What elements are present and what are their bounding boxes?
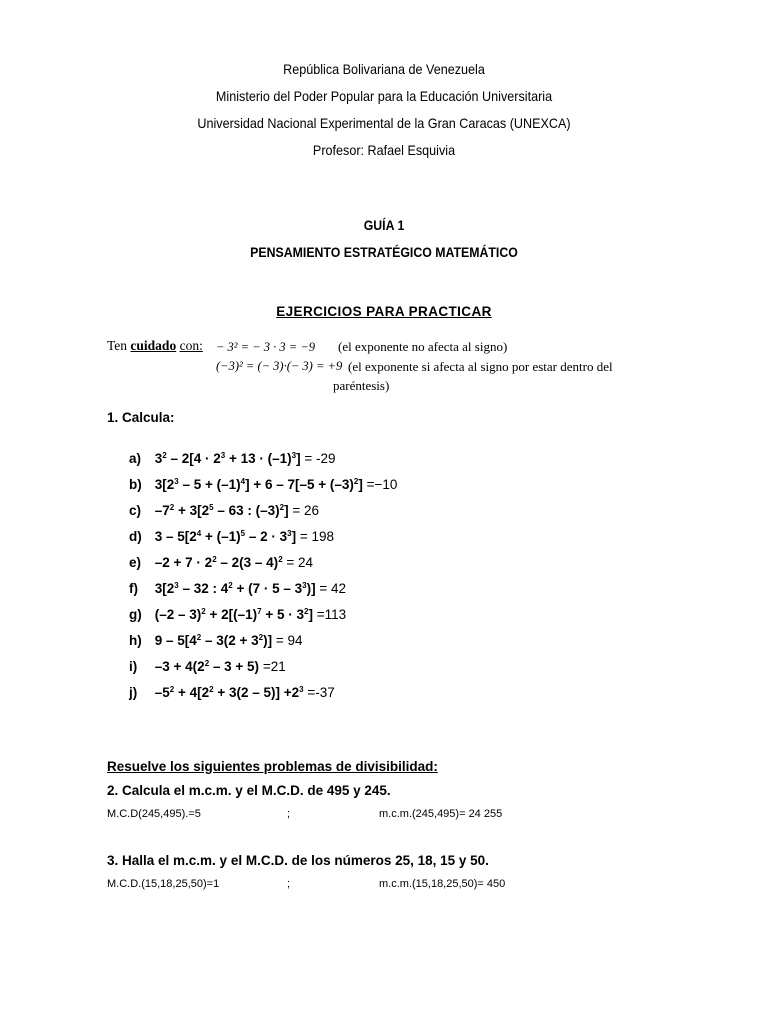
problem-3-question: 3. Halla el m.c.m. y el M.C.D. de los números 25, 18, 15 y 50.	[107, 853, 489, 868]
subject-title: PENSAMIENTO ESTRATÉGICO MATEMÁTICO	[250, 244, 518, 260]
header-line-republica: República Bolivariana de Venezuela	[283, 61, 485, 77]
caution-note-2: (el exponente si afecta al signo por estar dentro del	[348, 359, 613, 374]
guide-title: GUÍA 1	[363, 217, 405, 233]
section-title: EJERCICIOS PARA PRACTICAR	[276, 304, 492, 319]
exercise-expression: $3[2^3 - 32$ : $4^2 + (7 \cdot 5 - 3^3)$]	[154, 581, 316, 596]
exercise-expression: $3[2^3 - 5 + (-1)^4] + 6 - 7[-5 + (-3)^2]$	[154, 477, 363, 492]
exercise-item: e) $-2 + 7 \cdot 2^2 - 2(3 - 4)^2 = 24$	[129, 555, 314, 570]
exercise-expression: $3^2 - 2[4 \cdot 2^3 + 13 \cdot (-1)^3]$	[154, 451, 301, 466]
caution-word: cuidado	[130, 338, 177, 353]
header-line-ministerio: Ministerio del Poder Popular para la Educación Universitaria	[215, 88, 553, 104]
problem-3-separator: ;	[287, 878, 291, 890]
exercise-item: i) $-3 + 4(2^2 - 3 + 5) =21$	[129, 659, 286, 674]
exercise-item: g) $(-2 - 3)^2 + 2[(-1)^7 + 5 \cdot 3^2] =113$	[129, 607, 347, 622]
exercise-expression: $(-2 - 3)^2 + 2[(-1)^7 + 5 \cdot 3^2]$	[154, 607, 313, 622]
exercise-item: f) $3[2^3 - 32$ : $4^2 + (7 \cdot 5 - 3^3)] = 42$	[129, 581, 347, 596]
problem-3-mcd: M.C.D.(15,18,25,50)=1	[107, 878, 220, 890]
divisibility-heading: Resuelve los siguientes problemas de divisibilidad:	[107, 759, 438, 774]
calcula-heading: 1. Calcula:	[107, 410, 175, 425]
header-line-universidad: Universidad Nacional Experimental de la Gran Caracas (UNEXCA)	[197, 115, 571, 131]
caution-label: Ten cuidado con:	[107, 338, 203, 353]
exercise-item: h) $9 - 5[4^2 - 3(2 + 3^2)] = 94$	[129, 633, 303, 648]
exercise-expression: $-3 + 4(2^2 - 3 + 5)$	[154, 659, 260, 674]
exercise-expression: $9 - 5[4^2 - 3(2 + 3^2)]$	[154, 633, 273, 648]
problem-2-question: 2. Calcula el m.c.m. y el M.C.D. de 495 y 245.	[107, 783, 391, 798]
problem-2-mcd: M.C.D(245,495).=5	[107, 808, 201, 820]
caution-note-1: (el exponente no afecta al signo)	[338, 339, 508, 354]
exercise-item: a) $3^2 - 2[4 \cdot 2^3 + 13 \cdot (-1)^3] = -29$	[129, 451, 336, 466]
header-line-profesor: Profesor: Rafael Esquivia	[312, 142, 456, 158]
problem-2-separator: ;	[287, 808, 291, 820]
exercise-item: j) $-5^2 + 4[2^2 + 3(2 - 5)] +2^3 =-37$	[129, 685, 335, 700]
caution-formula-1: − 3² = − 3 · 3 = −9	[216, 340, 316, 354]
exercise-expression: $-2 + 7 \cdot 2^2 - 2(3 - 4)^2$	[154, 555, 283, 570]
exercise-item: c) $-7^2 + 3[2^5 - 63$ : $(-3)^2] = 26$	[129, 503, 320, 518]
caution-note-2-cont: paréntesis)	[333, 378, 390, 393]
exercise-expression: $-5^2 + 4[2^2 + 3(2 - 5)] +2^3$	[154, 685, 304, 700]
exercise-item: b) $3[2^3 - 5 + (-1)^4] + 6 - 7[-5 + (-3)^2] =-10$	[129, 477, 398, 492]
exercise-item: d) $3 - 5[2^4 + (-1)^5 - 2 \cdot 3^3] = 198$	[129, 529, 335, 544]
problem-2-mcm: m.c.m.(245,495)= 24 255	[379, 808, 503, 820]
exercise-expression: $-7^2 + 3[2^5 - 63$ : $(-3)^2$]	[154, 503, 289, 518]
exercise-expression: $3 - 5[2^4 + (-1)^5 - 2 \cdot 3^3]$	[154, 529, 297, 544]
caution-formula-2: (−3)² = (− 3)·(− 3) = +9	[216, 359, 343, 373]
problem-3-mcm: m.c.m.(15,18,25,50)= 450	[379, 878, 506, 890]
